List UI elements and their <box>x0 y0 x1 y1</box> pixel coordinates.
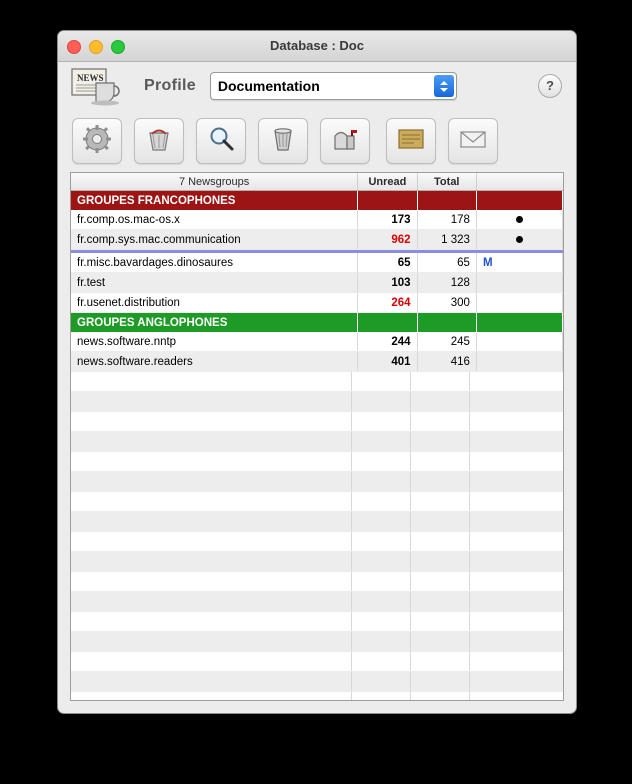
empty-cell <box>71 532 352 551</box>
empty-list-row <box>71 412 563 432</box>
empty-cell <box>411 552 470 571</box>
mailbox-icon <box>330 124 360 159</box>
empty-cell <box>352 472 411 491</box>
empty-cell <box>411 412 470 431</box>
title-bar <box>58 31 576 62</box>
empty-list-row <box>71 512 563 532</box>
empty-cell <box>470 432 554 451</box>
search-button[interactable] <box>196 118 246 164</box>
empty-cell <box>352 572 411 591</box>
empty-cell <box>411 532 470 551</box>
group-section-label: GROUPES FRANCOPHONES <box>71 191 358 211</box>
envelope-icon <box>458 124 488 159</box>
newsgroup-name-cell: fr.test <box>71 273 358 293</box>
section-flag-cell <box>476 313 562 333</box>
empty-cell <box>470 572 554 591</box>
newsgroup-unread-cell: 244 <box>358 332 417 352</box>
empty-list-row <box>71 552 563 572</box>
newsgroup-unread-cell: 173 <box>358 210 417 230</box>
wastebasket-icon <box>268 124 298 159</box>
column-header-unread[interactable]: Unread <box>358 173 417 191</box>
empty-cell <box>71 432 352 451</box>
book-icon <box>396 124 426 159</box>
empty-cell <box>352 512 411 531</box>
empty-cell <box>71 652 352 671</box>
empty-list-row <box>71 692 563 701</box>
newsgroup-list[interactable] <box>70 172 564 701</box>
send-mail-button[interactable] <box>448 118 498 164</box>
empty-cell <box>71 612 352 631</box>
app-logo-icon <box>70 65 132 107</box>
empty-list-area <box>71 372 563 701</box>
profile-label: Profile <box>144 77 196 94</box>
application-window <box>57 30 577 714</box>
preferences-gear-button[interactable] <box>72 118 122 164</box>
empty-list-row <box>71 372 563 392</box>
empty-cell <box>470 552 554 571</box>
subscribed-dot-icon <box>476 230 562 250</box>
column-header-flag[interactable] <box>476 173 562 191</box>
section-unread-cell <box>358 313 417 333</box>
empty-cell <box>71 692 352 701</box>
newsgroup-row[interactable] <box>71 253 563 273</box>
newsgroup-total-cell: 416 <box>417 352 476 372</box>
delete-button[interactable] <box>258 118 308 164</box>
empty-list-row <box>71 392 563 412</box>
newsgroup-flag-cell <box>476 273 562 293</box>
empty-cell <box>470 592 554 611</box>
svg-text:NEWS: NEWS <box>77 73 104 83</box>
newsgroup-unread-cell: 103 <box>358 273 417 293</box>
empty-cell <box>470 652 554 671</box>
newsgroup-total-cell: 178 <box>417 210 476 230</box>
newsgroup-unread-cell: 401 <box>358 352 417 372</box>
empty-cell <box>470 632 554 651</box>
empty-cell <box>411 492 470 511</box>
empty-cell <box>411 672 470 691</box>
empty-cell <box>411 432 470 451</box>
profile-bar <box>58 62 576 110</box>
empty-cell <box>352 672 411 691</box>
table-header-row <box>71 173 563 191</box>
newsgroup-unread-cell: 65 <box>358 253 417 273</box>
help-button[interactable]: ? <box>538 74 562 98</box>
empty-cell <box>352 432 411 451</box>
section-flag-cell <box>476 191 562 211</box>
empty-list-row <box>71 672 563 692</box>
newsgroup-unread-cell: 264 <box>358 293 417 313</box>
newsgroup-row[interactable] <box>71 230 563 250</box>
newsgroup-total-cell: 245 <box>417 332 476 352</box>
empty-cell <box>411 652 470 671</box>
empty-list-row <box>71 452 563 472</box>
empty-list-row <box>71 532 563 552</box>
empty-cell <box>71 472 352 491</box>
mailbox-button[interactable] <box>320 118 370 164</box>
empty-cell <box>71 672 352 691</box>
empty-cell <box>71 572 352 591</box>
newsgroup-total-cell: 128 <box>417 273 476 293</box>
empty-cell <box>470 612 554 631</box>
empty-trash-button[interactable] <box>134 118 184 164</box>
newsgroup-row[interactable] <box>71 210 563 230</box>
chevron-updown-icon <box>434 75 454 97</box>
empty-cell <box>470 532 554 551</box>
empty-cell <box>352 592 411 611</box>
empty-cell <box>352 412 411 431</box>
empty-cell <box>470 412 554 431</box>
archive-button[interactable] <box>386 118 436 164</box>
empty-cell <box>470 512 554 531</box>
magnifier-icon <box>206 124 236 159</box>
empty-cell <box>470 472 554 491</box>
newsgroup-table <box>71 173 563 372</box>
empty-cell <box>470 372 554 391</box>
profile-select-value: Documentation <box>217 78 320 94</box>
newsgroup-total-cell: 1 323 <box>417 230 476 250</box>
newsgroup-name-cell: fr.comp.os.mac-os.x <box>71 210 358 230</box>
newsgroup-name-cell: news.software.readers <box>71 352 358 372</box>
gear-icon <box>82 124 112 159</box>
empty-cell <box>71 392 352 411</box>
empty-list-row <box>71 432 563 452</box>
empty-cell <box>71 592 352 611</box>
empty-list-row <box>71 492 563 512</box>
empty-cell <box>411 632 470 651</box>
newsgroup-flag-cell <box>476 293 562 313</box>
empty-cell <box>470 692 554 701</box>
newsgroup-total-cell: 300 <box>417 293 476 313</box>
subscribed-dot-icon <box>476 210 562 230</box>
empty-cell <box>352 632 411 651</box>
empty-cell <box>470 492 554 511</box>
newsgroup-total-cell: 65 <box>417 253 476 273</box>
moderated-flag: M <box>476 253 562 273</box>
column-header-name[interactable]: 7 Newsgroups <box>71 173 358 191</box>
empty-cell <box>411 592 470 611</box>
newsgroup-row[interactable] <box>71 352 563 372</box>
empty-cell <box>352 532 411 551</box>
empty-cell <box>352 452 411 471</box>
empty-cell <box>71 412 352 431</box>
newsgroup-name-cell: fr.comp.sys.mac.communication <box>71 230 358 250</box>
empty-cell <box>352 612 411 631</box>
empty-cell <box>411 572 470 591</box>
empty-list-row <box>71 592 563 612</box>
window-title: Database : Doc <box>270 38 364 53</box>
empty-cell <box>411 612 470 631</box>
section-unread-cell <box>358 191 417 211</box>
newsgroup-flag-cell <box>476 332 562 352</box>
empty-cell <box>71 632 352 651</box>
empty-cell <box>411 372 470 391</box>
empty-list-row <box>71 472 563 492</box>
empty-cell <box>71 372 352 391</box>
newsgroup-name-cell: news.software.nntp <box>71 332 358 352</box>
toolbar <box>58 110 576 172</box>
newsgroup-name-cell: fr.usenet.distribution <box>71 293 358 313</box>
empty-cell <box>71 492 352 511</box>
newsgroup-unread-cell: 962 <box>358 230 417 250</box>
empty-list-row <box>71 632 563 652</box>
empty-cell <box>411 392 470 411</box>
empty-cell <box>352 552 411 571</box>
empty-cell <box>411 512 470 531</box>
empty-cell <box>71 452 352 471</box>
empty-list-row <box>71 612 563 632</box>
profile-select[interactable] <box>210 72 457 100</box>
empty-cell <box>352 492 411 511</box>
newsgroup-row[interactable] <box>71 332 563 352</box>
group-section-row[interactable] <box>71 313 563 333</box>
trash-basket-icon <box>144 124 174 159</box>
empty-cell <box>352 652 411 671</box>
section-total-cell <box>417 191 476 211</box>
empty-cell <box>352 392 411 411</box>
empty-list-row <box>71 572 563 592</box>
empty-cell <box>470 452 554 471</box>
empty-cell <box>411 692 470 701</box>
group-section-row[interactable] <box>71 191 563 211</box>
group-section-label: GROUPES ANGLOPHONES <box>71 313 358 333</box>
empty-cell <box>352 692 411 701</box>
empty-cell <box>470 392 554 411</box>
newsgroup-flag-cell <box>476 352 562 372</box>
newsgroup-row[interactable] <box>71 293 563 313</box>
empty-cell <box>71 552 352 571</box>
empty-cell <box>411 472 470 491</box>
empty-cell <box>470 672 554 691</box>
empty-cell <box>411 452 470 471</box>
empty-cell <box>71 512 352 531</box>
newsgroup-row[interactable] <box>71 273 563 293</box>
section-total-cell <box>417 313 476 333</box>
empty-list-row <box>71 652 563 672</box>
newsgroup-name-cell: fr.misc.bavardages.dinosaures <box>71 253 358 273</box>
empty-cell <box>352 372 411 391</box>
column-header-total[interactable]: Total <box>417 173 476 191</box>
